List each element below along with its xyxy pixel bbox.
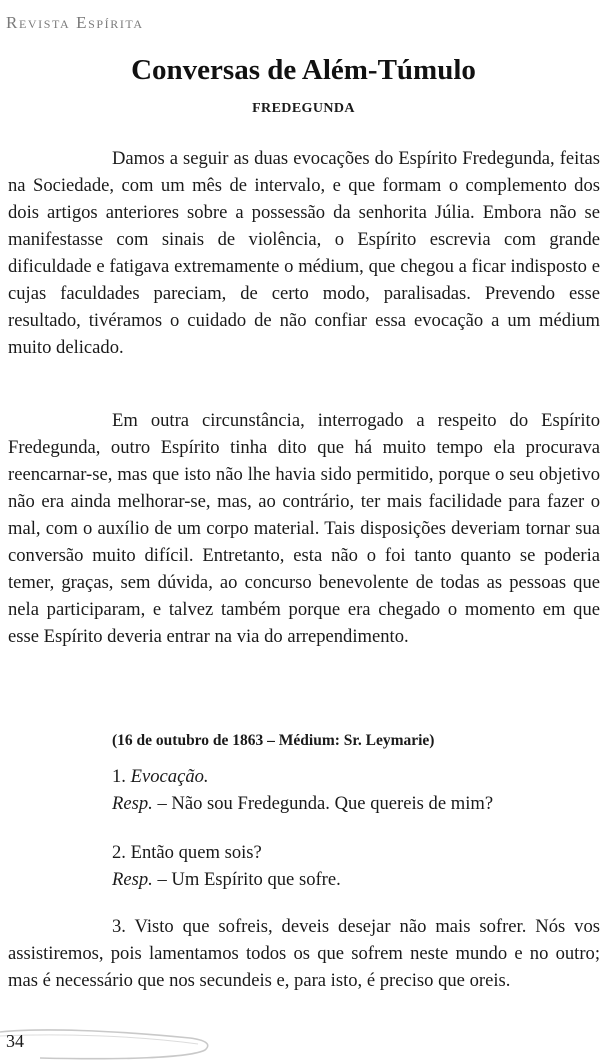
answer-line bbox=[112, 790, 493, 817]
session-dateline: (16 de outubro de 1863 – Médium: Sr. Leymarie) bbox=[112, 732, 435, 749]
question-number: 2. bbox=[112, 842, 126, 863]
resp-label: Resp. bbox=[112, 869, 153, 890]
folio-swoosh-ornament bbox=[0, 1024, 220, 1063]
answer-line bbox=[112, 866, 341, 893]
running-header: Revista Espírita bbox=[6, 13, 144, 32]
question-text: Então quem sois? bbox=[130, 842, 262, 863]
page-number: 34 bbox=[6, 1031, 24, 1051]
answer-text: – Um Espírito que sofre. bbox=[157, 869, 341, 890]
qa-item-1 bbox=[112, 763, 493, 817]
question-line bbox=[112, 763, 493, 790]
question-line bbox=[112, 839, 341, 866]
question-text: Evocação. bbox=[130, 766, 209, 787]
question-number: 1. bbox=[112, 766, 126, 787]
paragraph-1: Damos a seguir as duas evocações do Espírito Fredegunda, feitas na Sociedade, com um mês de intervalo, e que formam o complemento dos dois artigos anteriores sobre a possessão da senhorita Júlia. Embora não se manifestasse com sinais de violência, o Espírito escrevia com grande dificuldade e fatigava extremamente o médium, que chegou a ficar indisposto e cujas faculdades pareciam, de certo modo, paralisadas. Prevendo esse resultado, tivéramos o cuidado de não confiar essa evocação a um médium muito delicado. bbox=[8, 148, 600, 358]
question-3-paragraph: 3. Visto que sofreis, deveis desejar não mais sofrer. Nós vos assistiremos, pois lamentamos todos os que sofrem neste mundo e no outro; mas é necessário que nos secundeis e, para isto, é preciso que oreis. bbox=[8, 916, 600, 991]
article-title: Conversas de Além-Túmulo bbox=[131, 54, 476, 86]
paragraph-2: Em outra circunstância, interrogado a respeito do Espírito Fredegunda, outro Espírito tinha dito que há muito tempo ela procurava reencarnar-se, mas que isto não lhe havia sido permitido, porque o seu objetivo não era ainda melhorar-se, mas, ao contrário, ter mais facilidade para fazer o mal, com o auxílio de um corpo material. Tais disposições deveriam tornar sua conversão muito difícil. Entretanto, esta não o foi tanto quanto se poderia temer, graças, sem dúvida, ao concurso benevolente de todas as pessoas que nela participaram, e talvez também porque era chegado o momento em que esse Espírito deveria entrar na via do arrependimento. bbox=[8, 410, 600, 647]
answer-text: – Não sou Fredegunda. Que quereis de mim? bbox=[157, 793, 494, 814]
article-subtitle: FREDEGUNDA bbox=[252, 101, 355, 116]
qa-item-2 bbox=[112, 839, 341, 893]
resp-label: Resp. bbox=[112, 793, 153, 814]
